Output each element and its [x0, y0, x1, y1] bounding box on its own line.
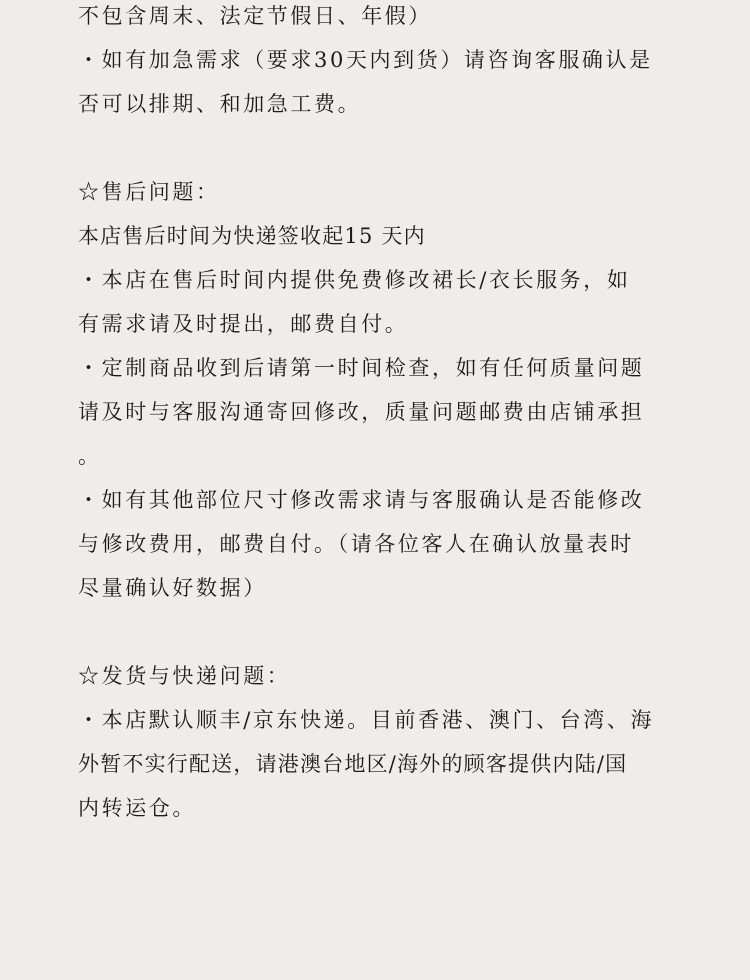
- text-line: 有需求请及时提出，邮费自付。: [78, 312, 409, 336]
- policy-text: [78, 0, 678, 830]
- spacer: [78, 610, 678, 654]
- text-line: ・如有其他部位尺寸修改需求请与客服确认是否能修改: [78, 488, 645, 512]
- text-line: 内转运仓。: [78, 796, 196, 820]
- after-sales-heading: ☆售后问题：: [78, 180, 220, 204]
- text-line: ・定制商品收到后请第一时间检查，如有任何质量问题: [78, 356, 645, 380]
- text-line: 本店售后时间为快递签收起15 天内: [78, 224, 426, 248]
- shipping-heading: ☆发货与快递问题：: [78, 664, 291, 688]
- text-line: 与修改费用，邮费自付。（请各位客人在确认放量表时: [78, 532, 634, 556]
- text-line: ・本店默认顺丰/京东快递。目前香港、澳门、台湾、海: [78, 708, 655, 732]
- text-line: ・本店在售后时间内提供免费修改裙长/衣长服务，如: [78, 268, 631, 292]
- text-line: 外暂不实行配送，请港澳台地区/海外的顾客提供内陆/国: [78, 752, 628, 776]
- spacer: [78, 126, 678, 170]
- text-line: ・如有加急需求（要求30天内到货）请咨询客服确认是: [78, 48, 653, 72]
- text-line: 。: [78, 444, 102, 468]
- text-line: 不包含周末、法定节假日、年假）: [78, 4, 432, 28]
- text-line: 尽量确认好数据）: [78, 576, 267, 600]
- text-line: 否可以排期、和加急工费。: [78, 92, 362, 116]
- text-line: 请及时与客服沟通寄回修改，质量问题邮费由店铺承担: [78, 400, 645, 424]
